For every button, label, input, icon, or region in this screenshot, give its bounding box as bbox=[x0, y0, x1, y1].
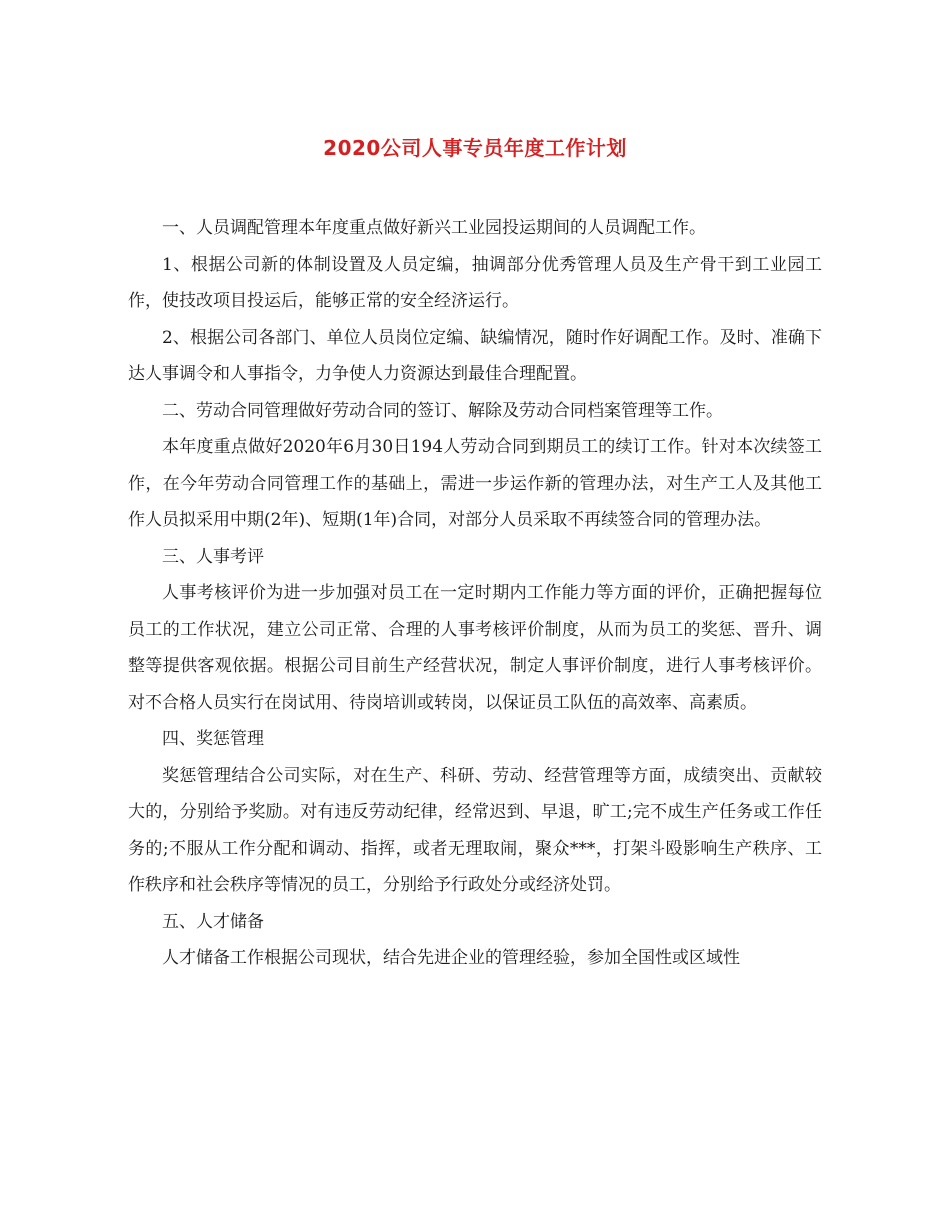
paragraph-section-2-heading: 二、劳动合同管理做好劳动合同的签订、解除及劳动合同档案管理等工作。 bbox=[162, 400, 723, 421]
paragraph-section-1-item-2: 2、根据公司各部门、单位人员岗位定编、缺编情况，随时作好调配工作。及时、准确下达人事调令和人事指令，力争使人力资源达到最佳合理配置。 bbox=[128, 327, 822, 384]
document-body bbox=[128, 210, 822, 977]
paragraph-section-1-heading: 一、人员调配管理本年度重点做好新兴工业园投运期间的人员调配工作。 bbox=[162, 218, 706, 238]
paragraph-section-4-body: 奖惩管理结合公司实际，对在生产、科研、劳动、经营管理等方面，成绩突出、贡献较大的，分别给予奖励。对有违反劳动纪律，经常迟到、早退，旷工;完不成生产任务或工作任务的;不服从工作分配和调动、指挥，或者无理取闹，聚众***，打架斗殴影响生产秩序、工作秩序和社会秩序等情况的员工，分别给予行政处分或经济处罚。 bbox=[128, 765, 822, 895]
paragraph-section-5-body: 人才储备工作根据公司现状，结合先进企业的管理经验，参加全国性或区域性 bbox=[162, 948, 740, 968]
paragraph-section-1-item-1: 1、根据公司新的体制设置及人员定编，抽调部分优秀管理人员及生产骨干到工业园工作，使技改项目投运后，能够正常的安全经济运行。 bbox=[128, 254, 822, 311]
paragraph-section-5-heading: 五、人才储备 bbox=[162, 911, 264, 932]
paragraph-section-3-body: 人事考核评价为进一步加强对员工在一定时期内工作能力等方面的评价，正确把握每位员工的工作状况，建立公司正常、合理的人事考核评价制度，从而为员工的奖惩、晋升、调整等提供客观依据。根据公司目前生产经营状况，制定人事评价制度，进行人事考核评价。对不合格人员实行在岗试用、待岗培训或转岗，以保证员工队伍的高效率、高素质。 bbox=[128, 583, 822, 713]
document-title: 2020公司人事专员年度工作计划 bbox=[323, 136, 627, 160]
paragraph-section-3-heading: 三、人事考评 bbox=[162, 546, 264, 567]
paragraph-section-2-body: 本年度重点做好2020年6月30日194人劳动合同到期员工的续订工作。针对本次续签工作，在今年劳动合同管理工作的基础上，需进一步运作新的管理办法，对生产工人及其他工作人员拟采用中期(2年)、短期(1年)合同，对部分人员采取不再续签合同的管理办法。 bbox=[128, 437, 822, 530]
paragraph-section-4-heading: 四、奖惩管理 bbox=[162, 729, 264, 749]
